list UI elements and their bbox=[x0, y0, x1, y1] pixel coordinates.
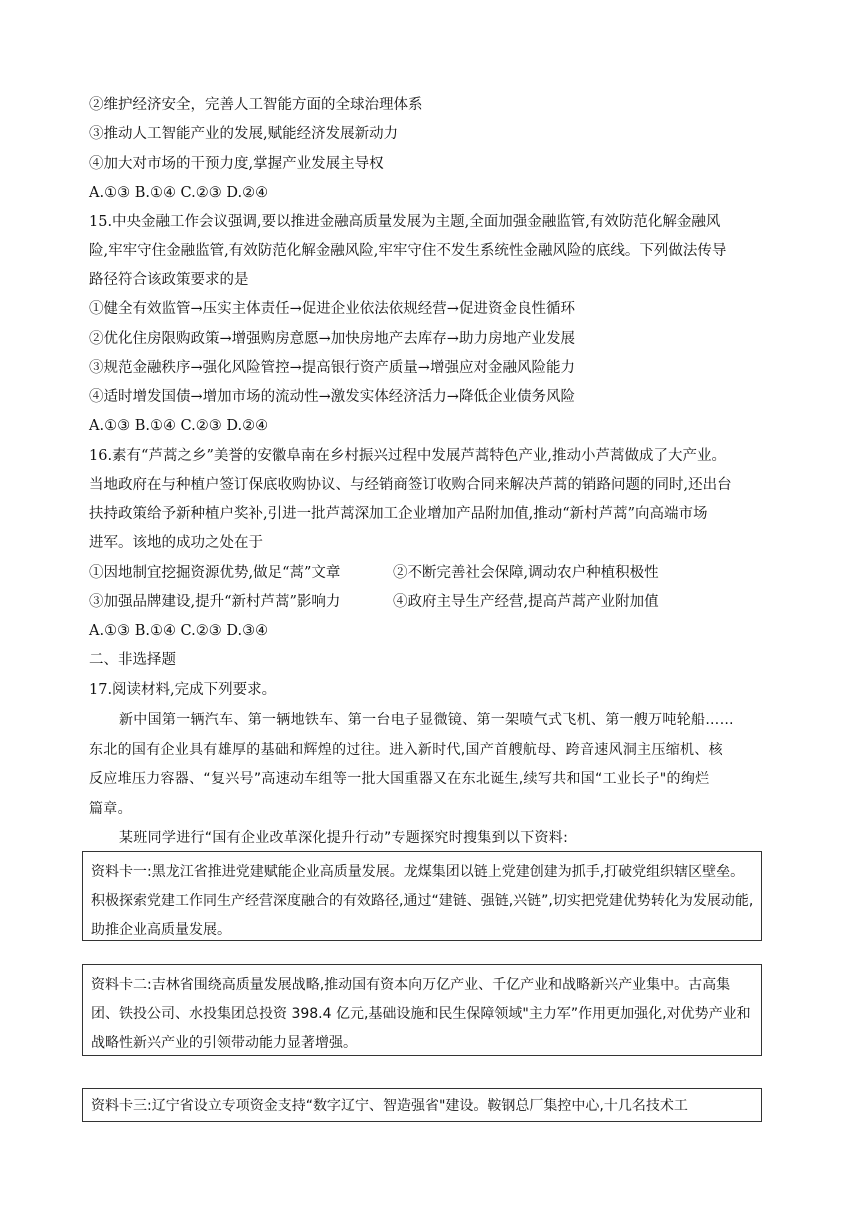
q16-stem-line-4: 进军。该地的成功之处在于 bbox=[89, 535, 263, 551]
q17-material-line-3: 反应堆压力容器、“复兴号”高速动车组等一批大国重器又在东北诞生,续写共和国“工业长子"的绚烂 bbox=[89, 771, 710, 787]
q17-stem: 17.阅读材料,完成下列要求。 bbox=[89, 682, 277, 698]
q14-option-2: ②维护经济安全，完善人工智能方面的全球治理体系 bbox=[89, 97, 423, 113]
material-card-3: 资料卡三:辽宁省设立专项资金支持“数字辽宁、智造强省"建设。鞍钢总厂集控中心,十几名技术工 bbox=[82, 1088, 762, 1122]
q15-stem-line-2: 险,牢牢守住金融监管,有效防范化解金融风险,牢牢守住不发生系统性金融风险的底线。下列做法传导 bbox=[89, 243, 727, 259]
q14-option-4: ④加大对市场的干预力度,掌握产业发展主导权 bbox=[89, 156, 384, 172]
q14-option-3: ③推动人工智能产业的发展,赋能经济发展新动力 bbox=[89, 126, 399, 142]
q16-answer-choices: A.①③ B.①④ C.②③ D.③④ bbox=[89, 623, 269, 639]
q17-material-line-2: 东北的国有企业具有雄厚的基础和辉煌的过往。进入新时代,国产首艘航母、跨音速风洞主压缩机、核 bbox=[89, 742, 723, 758]
q15-option-2: ②优化住房限购政策→增强购房意愿→加快房地产去库存→助力房地产业发展 bbox=[89, 331, 575, 347]
q16-option-3: ③加强品牌建设,提升“新村芦蒿”影响力 bbox=[89, 594, 341, 610]
q16-stem-line-3: 扶持政策给予新种植户奖补,引进一批芦蒿深加工企业增加产品附加值,推动“新村芦蒿”向高端市场 bbox=[89, 506, 708, 522]
section-heading: 二、非选择题 bbox=[89, 652, 176, 668]
q16-option-1: ①因地制宜挖掘资源优势,做足“蒿”文章 bbox=[89, 565, 341, 581]
q15-answer-choices: A.①③ B.①④ C.②③ D.②④ bbox=[89, 418, 269, 434]
material-card-2: 资料卡二:吉林省围绕高质量发展战略,推动国有资本向万亿产业、千亿产业和战略新兴产业集中。古高集团、铁投公司、水投集团总投资 398.4 亿元,基础设施和民生保障领域"主力军”作用更加强化,对优势产业和战略性新兴产业的引领带动能力显著增强。 bbox=[82, 964, 762, 1056]
q16-option-4: ④政府主导生产经营,提高芦蒿产业附加值 bbox=[393, 594, 659, 610]
q17-material-line-1: 新中国第一辆汽车、第一辆地铁车、第一台电子显微镜、第一架喷气式飞机、第一艘万吨轮船…… bbox=[119, 712, 734, 728]
q17-material-line-4: 篇章。 bbox=[89, 801, 132, 817]
q15-option-3: ③规范金融秩序→强化风险管控→提高银行资产质量→增强应对金融风险能力 bbox=[89, 360, 575, 376]
q16-stem-line-2: 当地政府在与种植户签订保底收购协议、与经销商签订收购合同来解决芦蒿的销路问题的同时,还出台 bbox=[89, 477, 732, 493]
q15-option-4: ④适时增发国债→增加市场的流动性→激发实体经济活力→降低企业债务风险 bbox=[89, 389, 575, 405]
q15-stem-line-1: 15.中央金融工作会议强调,要以推进金融高质量发展为主题,全面加强金融监管,有效防范化解金融风 bbox=[89, 214, 721, 230]
q16-stem-line-1: 16.素有“芦蒿之乡”美誉的安徽阜南在乡村振兴过程中发展芦蒿特色产业,推动小芦蒿做成了大产业。 bbox=[89, 448, 726, 464]
material-card-1: 资料卡一:黑龙江省推进党建赋能企业高质量发展。龙煤集团以链上党建创建为抓手,打破党组织辖区壁垒。积极探索党建工作同生产经营深度融合的有效路径,通过“建链、强链,兴链”,切实把党建优势转化为发展动能,助推企业高质量发展。 bbox=[82, 851, 762, 941]
q15-stem-line-3: 路径符合该政策要求的是 bbox=[89, 272, 249, 288]
q14-answer-choices: A.①③ B.①④ C.②③ D.②④ bbox=[89, 185, 269, 201]
q16-option-2: ②不断完善社会保障,调动农户种植积极性 bbox=[393, 565, 659, 581]
q17-intro-line: 某班同学进行“国有企业改革深化提升行动”专题探究时搜集到以下资料: bbox=[119, 830, 569, 846]
q15-option-1: ①健全有效监管→压实主体责任→促进企业依法依规经营→促进资金良性循环 bbox=[89, 301, 575, 317]
